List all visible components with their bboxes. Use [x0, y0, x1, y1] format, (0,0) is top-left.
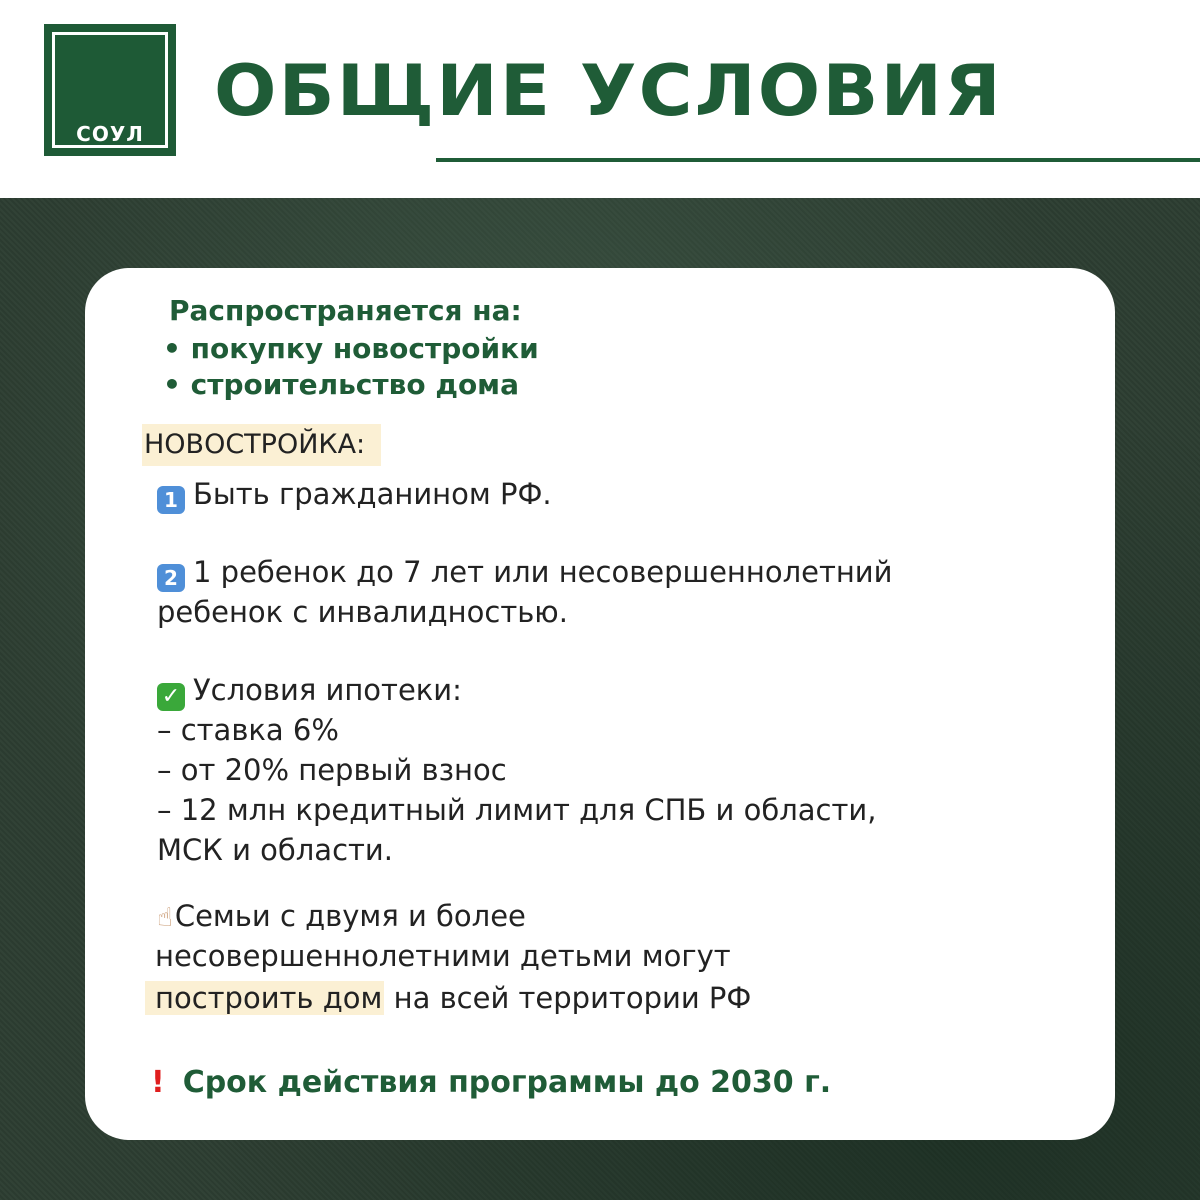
- check-mark-icon: ✓: [157, 683, 185, 711]
- page-title: ОБЩИЕ УСЛОВИЯ: [214, 50, 1003, 132]
- condition-line: – ставка 6%: [157, 713, 339, 747]
- exclamation-icon: !: [151, 1065, 165, 1100]
- header: [0, 0, 1200, 198]
- family-note: [157, 896, 526, 939]
- item-text: Быть гражданином РФ.: [193, 477, 552, 511]
- mortgage-conditions: [157, 670, 462, 711]
- applies-item: • строительство дома: [163, 368, 519, 401]
- keycap-2-icon: 2: [157, 564, 185, 592]
- deadline-note: [151, 1062, 831, 1104]
- condition-item-1: [157, 474, 552, 515]
- highlight-build-house: построить дом: [145, 981, 384, 1015]
- soul-logo: [44, 24, 176, 156]
- condition-line: – от 20% первый взнос: [157, 753, 507, 787]
- pointing-up-icon: ☝: [157, 903, 173, 933]
- keycap-1-icon: 1: [157, 486, 185, 514]
- section-label: НОВОСТРОЙКА:: [142, 424, 381, 466]
- conditions-title: Условия ипотеки:: [193, 673, 462, 707]
- condition-item-2: [157, 552, 893, 593]
- family-text: на всей территории РФ: [384, 981, 752, 1015]
- logo-text: СОУЛ: [76, 122, 144, 146]
- family-text: несовершеннолетними детьми могут: [155, 939, 731, 973]
- condition-line: МСК и области.: [157, 833, 393, 867]
- family-line-3: [145, 978, 751, 1019]
- item-text: 1 ребенок до 7 лет или несовершеннолетний: [193, 555, 893, 589]
- title-underline: [436, 158, 1200, 162]
- applies-title: Распространяется на:: [169, 294, 522, 327]
- family-text: Семьи с двумя и более: [174, 899, 526, 933]
- condition-line: – 12 млн кредитный лимит для СПБ и области,: [157, 793, 877, 827]
- deadline-text: Срок действия программы до 2030 г.: [182, 1065, 832, 1100]
- item-text: ребенок с инвалидностью.: [157, 595, 568, 629]
- applies-item: • покупку новостройки: [163, 332, 539, 365]
- info-card: [85, 268, 1115, 1140]
